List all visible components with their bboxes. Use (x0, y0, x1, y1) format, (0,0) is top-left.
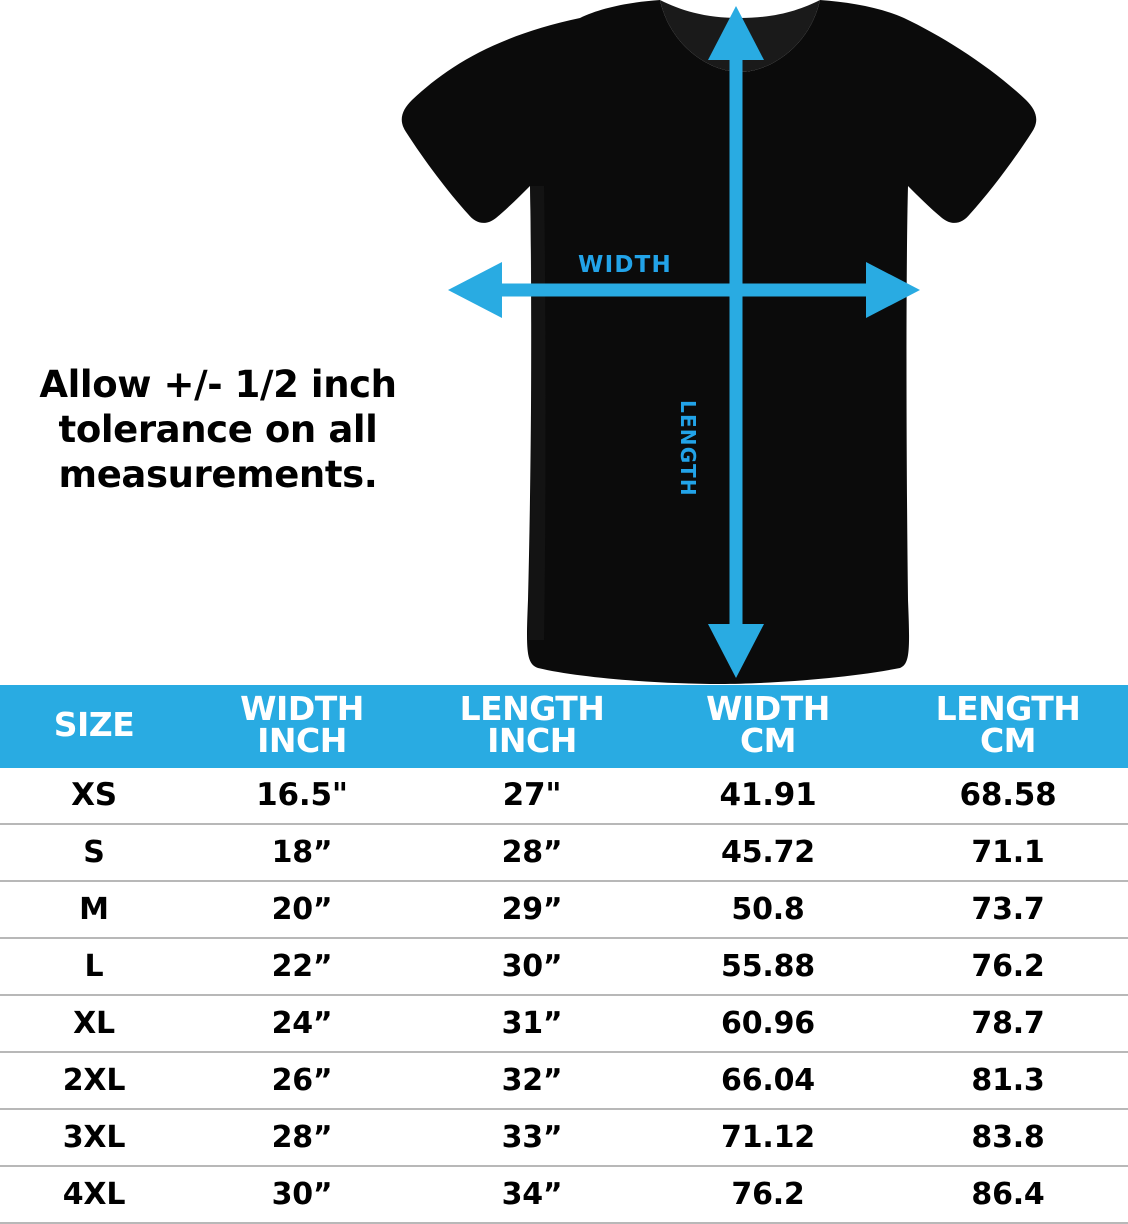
table-header (0, 685, 1128, 768)
cell-length-cm: 86.4 (888, 1166, 1128, 1223)
cell-width-inch: 16.5" (188, 768, 416, 824)
cell-width-cm: 41.91 (648, 768, 888, 824)
cell-size: 2XL (0, 1052, 188, 1109)
cell-size: L (0, 938, 188, 995)
cell-size: S (0, 824, 188, 881)
cell-width-cm: 76.2 (648, 1166, 888, 1223)
cell-length-cm: 73.7 (888, 881, 1128, 938)
cell-size: M (0, 881, 188, 938)
tshirt-diagram (330, 0, 1050, 685)
cell-size: 4XL (0, 1166, 188, 1223)
column-header-size (0, 685, 188, 768)
column-header-length-cm-sub: CM (979, 721, 1037, 761)
column-header-length-cm-main: LENGTH (935, 689, 1081, 728)
table-row (0, 1109, 1128, 1166)
cell-length-cm: 81.3 (888, 1052, 1128, 1109)
cell-length-inch: 28” (416, 824, 648, 881)
cell-size: 3XL (0, 1109, 188, 1166)
column-header-width-inch-sub: INCH (257, 721, 347, 761)
column-header-length-inch-sub: INCH (487, 721, 577, 761)
cell-width-inch: 28” (188, 1109, 416, 1166)
cell-length-cm: 71.1 (888, 824, 1128, 881)
cell-length-cm: 83.8 (888, 1109, 1128, 1166)
column-header-width-inch (188, 685, 416, 768)
width-arrow-label: WIDTH (578, 252, 672, 278)
table-row (0, 824, 1128, 881)
cell-size: XL (0, 995, 188, 1052)
cell-length-inch: 30” (416, 938, 648, 995)
column-header-length-inch-main: LENGTH (459, 689, 605, 728)
cell-width-cm: 66.04 (648, 1052, 888, 1109)
cell-width-cm: 60.96 (648, 995, 888, 1052)
cell-length-inch: 34” (416, 1166, 648, 1223)
cell-length-inch: 27" (416, 768, 648, 824)
table-row (0, 1166, 1128, 1223)
cell-width-cm: 50.8 (648, 881, 888, 938)
cell-length-cm: 78.7 (888, 995, 1128, 1052)
table-body (0, 768, 1128, 1223)
cell-length-inch: 29” (416, 881, 648, 938)
table-row (0, 938, 1128, 995)
cell-width-cm: 71.12 (648, 1109, 888, 1166)
cell-size: XS (0, 768, 188, 824)
cell-length-cm: 68.58 (888, 768, 1128, 824)
cell-width-cm: 55.88 (648, 938, 888, 995)
cell-width-inch: 26” (188, 1052, 416, 1109)
cell-width-inch: 20” (188, 881, 416, 938)
cell-width-inch: 24” (188, 995, 416, 1052)
table-row (0, 881, 1128, 938)
column-header-width-cm-sub: CM (739, 721, 797, 761)
table-row (0, 995, 1128, 1052)
length-arrow-label: LENGTH (676, 400, 700, 497)
tolerance-note: Allow +/- 1/2 inch tolerance on all measurements. (39, 363, 397, 497)
column-header-width-cm (648, 685, 888, 768)
cell-width-inch: 30” (188, 1166, 416, 1223)
column-header-width-inch-main: WIDTH (240, 689, 364, 728)
cell-length-cm: 76.2 (888, 938, 1128, 995)
cell-width-inch: 22” (188, 938, 416, 995)
table-row (0, 768, 1128, 824)
cell-width-cm: 45.72 (648, 824, 888, 881)
column-header-width-cm-main: WIDTH (706, 689, 830, 728)
column-header-size-main: SIZE (53, 705, 135, 745)
cell-length-inch: 32” (416, 1052, 648, 1109)
column-header-length-inch (416, 685, 648, 768)
column-header-length-cm (888, 685, 1128, 768)
cell-length-inch: 33” (416, 1109, 648, 1166)
table-row (0, 1052, 1128, 1109)
size-chart-table (0, 685, 1128, 1224)
cell-length-inch: 31” (416, 995, 648, 1052)
cell-width-inch: 18” (188, 824, 416, 881)
tshirt-shape (402, 0, 1037, 684)
